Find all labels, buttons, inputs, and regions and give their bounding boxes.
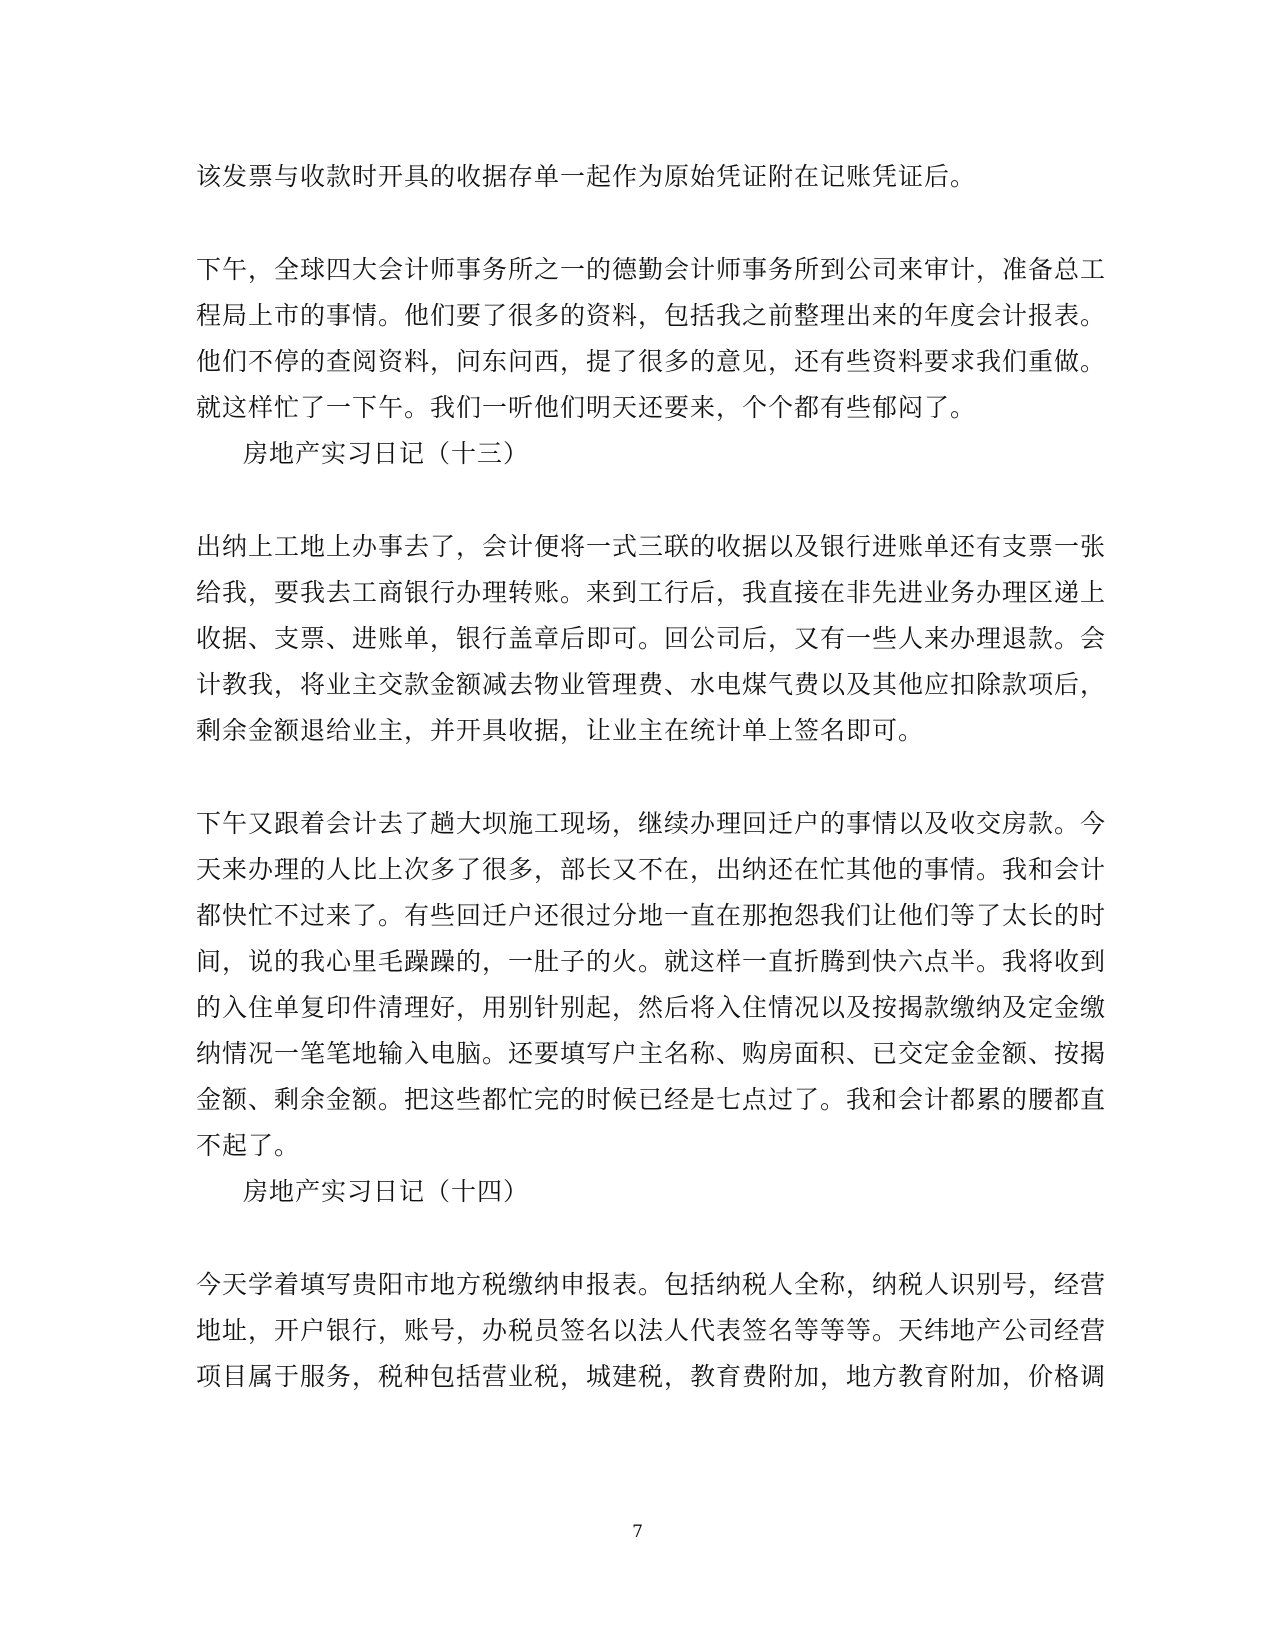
paragraph-line: 的入住单复印件清理好，用别针别起，然后将入住情况以及按揭款缴纳及定金缴 (196, 993, 1107, 1022)
paragraph-line: 就这样忙了一下午。我们一听他们明天还要来，个个都有些郁闷了。 (196, 393, 977, 422)
paragraph-line: 金额、剩余金额。把这些都忙完的时候已经是七点过了。我和会计都累的腰都直 (196, 1085, 1107, 1114)
paragraph-line: 项目属于服务，税种包括营业税，城建税，教育费附加，地方教育附加，价格调 (196, 1362, 1107, 1391)
paragraph-line: 该发票与收款时开具的收据存单一起作为原始凭证附在记账凭证后。 (196, 162, 977, 191)
paragraph-line: 计教我，将业主交款金额减去物业管理费、水电煤气费以及其他应扣除款项后， (196, 670, 1107, 699)
paragraph-line: 剩余金额退给业主，并开具收据，让业主在统计单上签名即可。 (196, 716, 925, 745)
paragraph-line: 收据、支票、进账单，银行盖章后即可。回公司后，又有一些人来办理退款。会 (196, 624, 1107, 653)
paragraph-line: 今天学着填写贵阳市地方税缴纳申报表。包括纳税人全称，纳税人识别号，经营 (196, 1270, 1107, 1299)
section-heading: 房地产实习日记（十三） (243, 439, 530, 468)
paragraph-line: 都快忙不过来了。有些回迁户还很过分地一直在那抱怨我们让他们等了太长的时 (196, 901, 1107, 930)
paragraph-line: 下午，全球四大会计师事务所之一的德勤会计师事务所到公司来审计，准备总工 (196, 255, 1107, 284)
paragraph-line: 下午又跟着会计去了趟大坝施工现场，继续办理回迁户的事情以及收交房款。今 (196, 809, 1107, 838)
paragraph-line: 出纳上工地上办事去了，会计便将一式三联的收据以及银行进账单还有支票一张 (196, 532, 1107, 561)
section-heading: 房地产实习日记（十四） (243, 1177, 530, 1206)
paragraph-line: 他们不停的查阅资料，问东问西，提了很多的意见，还有些资料要求我们重做。 (196, 347, 1107, 376)
paragraph-line: 不起了。 (196, 1131, 301, 1160)
paragraph-line: 程局上市的事情。他们要了很多的资料，包括我之前整理出来的年度会计报表。 (196, 301, 1107, 330)
paragraph-line: 天来办理的人比上次多了很多，部长又不在，出纳还在忙其他的事情。我和会计 (196, 855, 1107, 884)
page-number: 7 (632, 1522, 643, 1542)
paragraph-line: 地址，开户银行，账号，办税员签名以法人代表签名等等等。天纬地产公司经营 (196, 1316, 1107, 1345)
paragraph-line: 间，说的我心里毛躁躁的，一肚子的火。就这样一直折腾到快六点半。我将收到 (196, 947, 1107, 976)
paragraph-line: 给我，要我去工商银行办理转账。来到工行后，我直接在非先进业务办理区递上 (196, 578, 1107, 607)
paragraph-line: 纳情况一笔笔地输入电脑。还要填写户主名称、购房面积、已交定金金额、按揭 (196, 1039, 1107, 1068)
